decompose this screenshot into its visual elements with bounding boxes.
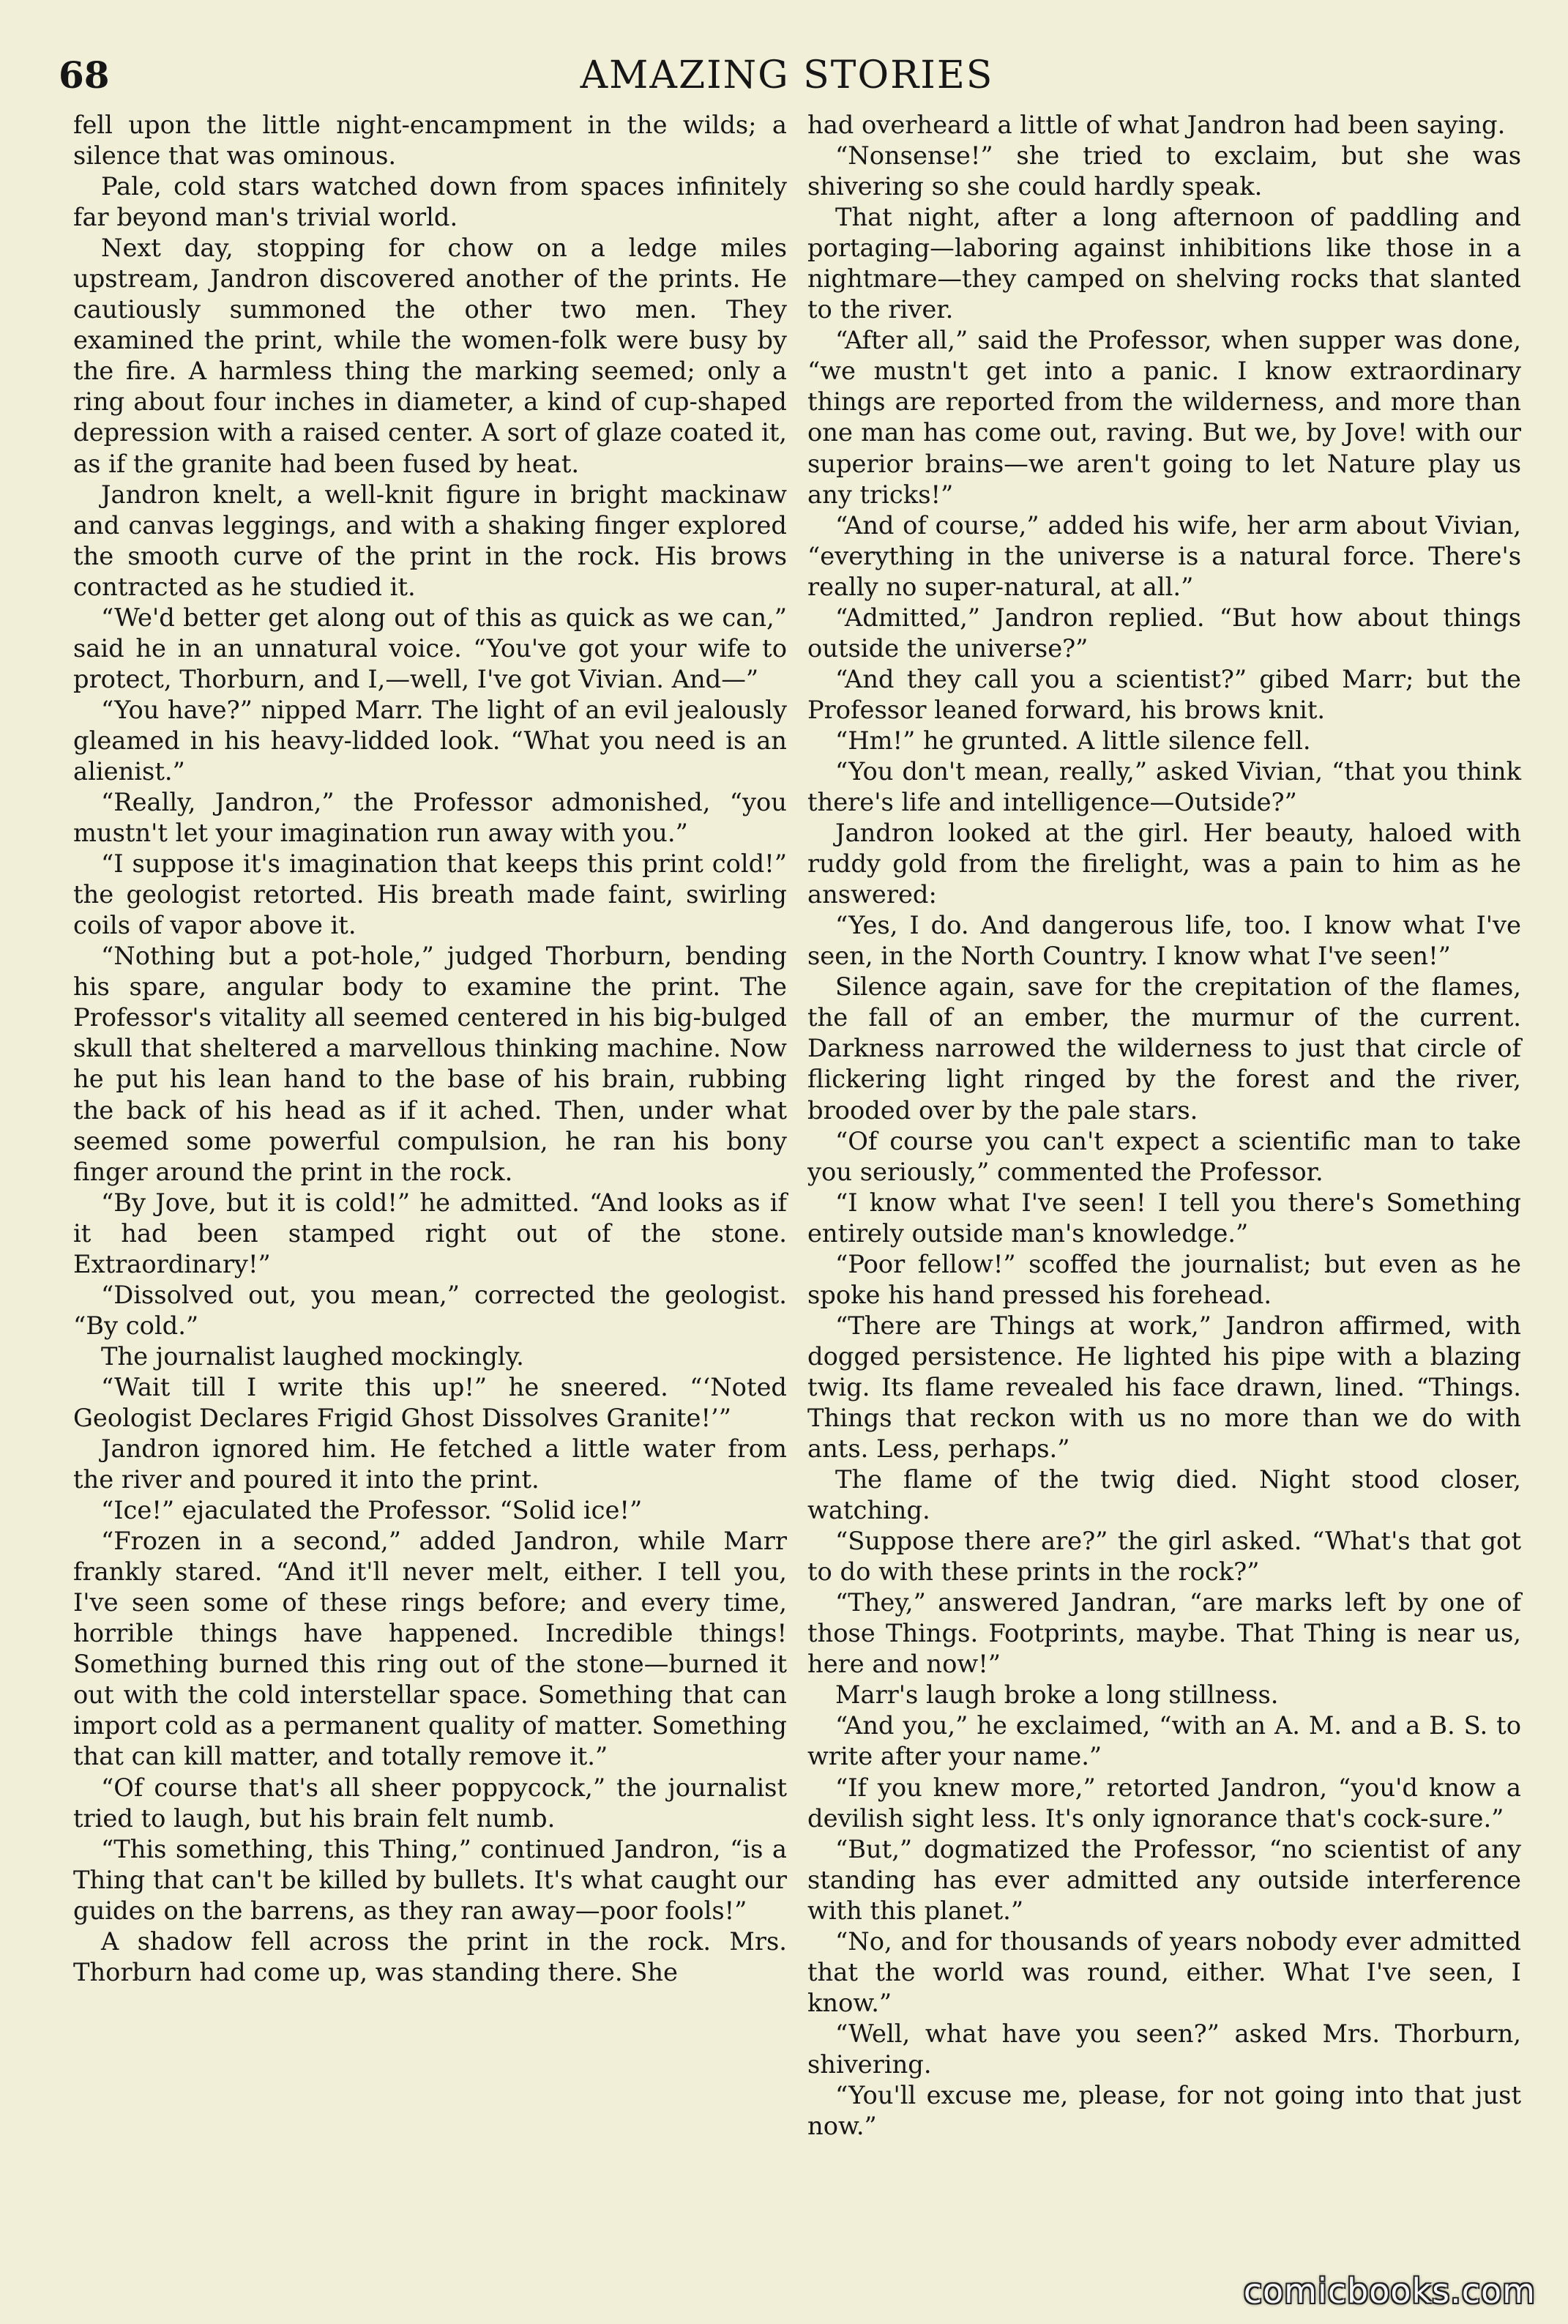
paragraph: “They,” answered Jandran, “are marks left by one of those Things. Footprints, maybe. That Thing is near us, here and now!” (807, 1588, 1521, 1679)
paragraph: “Hm!” he grunted. A little silence fell. (835, 726, 1311, 755)
paragraph: “Wait till I write this up!” he sneered. “‘Noted Geologist Declares Frigid Ghost Dissolves Granite!’” (73, 1372, 787, 1432)
paragraph: “Nothing but a pot-hole,” judged Thorburn, bending his spare, angular body to examine the print. The Professor's vitality all seemed centered in his big-bulged skull that sheltered a marvellous thinking machine. Now he put his lean hand to the base of his brain, rubbing the back of his head as if it ached. Then, under what seemed some powerful compulsion, he ran his bony finger around the print in the rock. (73, 942, 787, 1186)
paragraph: “If you knew more,” retorted Jandron, “you'd know a devilish sight less. It's only ignorance that's cock-sure.” (807, 1773, 1521, 1833)
paragraph: “I know what I've seen! I tell you there's Something entirely outside man's knowledge.” (807, 1188, 1521, 1248)
paragraph: “Well, what have you seen?” asked Mrs. Thorburn, shivering. (807, 2019, 1521, 2079)
paragraph: “And of course,” added his wife, her arm about Vivian, “everything in the universe is a natural force. There's really no super-natural, at all.” (807, 510, 1521, 601)
paragraph: had overheard a little of what Jandron had been saying. (807, 111, 1506, 139)
paragraph: “After all,” said the Professor, when supper was done, “we mustn't get into a panic. I know extraordinary things are reported from the wilderness, and more than one man has come out, raving. But we, by Jove! with our superior brains—we aren't going to let Nature play us any tricks!” (807, 326, 1521, 509)
watermark-text: comicbooks.com (1243, 2271, 1536, 2311)
right-column (807, 110, 1521, 2142)
paragraph: “We'd better get along out of this as quick as we can,” said he in an unnatural voice. “You've got your wife to protect, Thorburn, and I,—well, I've got Vivian. And—” (73, 603, 787, 693)
paragraph: Marr's laugh broke a long stillness. (835, 1680, 1279, 1710)
paragraph: “There are Things at work,” Jandron affirmed, with dogged persistence. He lighted his pipe with a blazing twig. Its flame revealed his face drawn, lined. “Things. Things that reckon with us no more than we do with ants. Less, perhaps.” (807, 1311, 1521, 1464)
paragraph: The journalist laughed mockingly. (101, 1341, 524, 1371)
paragraph: “Ice!” ejaculated the Professor. “Solid ice!” (101, 1496, 643, 1525)
paragraph: That night, after a long afternoon of paddling and portaging—laboring against inhibitions like those in a nightmare—they camped on shelving rocks that slanted to the river. (807, 203, 1521, 324)
paragraph: “No, and for thousands of years nobody ever admitted that the world was round, either. What I've seen, I know.” (807, 1926, 1521, 2017)
paragraph: “And you,” he exclaimed, “with an A. M. and a B. S. to write after your name.” (807, 1711, 1521, 1771)
paragraph: “This something, this Thing,” continued Jandron, “is a Thing that can't be killed by bullets. It's what caught our guides on the barrens, as they ran away—poor fools!” (73, 1834, 787, 1925)
left-column (73, 110, 787, 1988)
paragraph: Pale, cold stars watched down from spaces infinitely far beyond man's trivial world. (73, 172, 787, 232)
paragraph: “Suppose there are?” the girl asked. “What's that got to do with these prints in the rock?” (807, 1527, 1521, 1587)
paragraph: “Frozen in a second,” added Jandron, while Marr frankly stared. “And it'll never melt, either. I tell you, I've seen some of these rings before; and every time, horrible things have happened. Incredible things! Something burned this ring out of the stone—burned it out with the cold interstellar space. Something that can import cold as a permanent quality of matter. Something that can kill matter, and totally remove it.” (73, 1527, 787, 1771)
paragraph: Jandron knelt, a well-knit figure in bright mackinaw and canvas leggings, and with a shaking finger explored the smooth curve of the print in the rock. His brows contracted as he studied it. (73, 480, 787, 601)
paragraph: “By Jove, but it is cold!” he admitted. “And looks as if it had been stamped right out of the stone. Extraordinary!” (73, 1188, 787, 1278)
paragraph: Jandron ignored him. He fetched a little water from the river and poured it into the print. (73, 1434, 787, 1494)
paragraph: “You don't mean, really,” asked Vivian, “that you think there's life and intelligence—Outside?” (807, 756, 1521, 817)
paragraph: “Admitted,” Jandron replied. “But how about things outside the universe?” (807, 603, 1521, 663)
paragraph: The flame of the twig died. Night stood closer, watching. (807, 1465, 1521, 1525)
page-header (59, 50, 1515, 101)
magazine-title: AMAZING STORIES (580, 53, 994, 97)
paragraph: “You have?” nipped Marr. The light of an evil jealously gleamed in his heavy-lidded look. “What you need is an alienist.” (73, 695, 787, 786)
paragraph: Silence again, save for the crepitation of the flames, the fall of an ember, the murmur of the current. Darkness narrowed the wilderness to just that circle of flickering light ringed by the forest and the river, brooded over by the pale stars. (807, 972, 1521, 1125)
paragraph: “Of course you can't expect a scientific man to take you seriously,” commented the Professor. (807, 1126, 1521, 1186)
paragraph: “But,” dogmatized the Professor, “no scientist of any standing has ever admitted any outside interference with this planet.” (807, 1834, 1521, 1925)
paragraph: “Poor fellow!” scoffed the journalist; but even as he spoke his hand pressed his forehead. (807, 1249, 1521, 1309)
paragraph: A shadow fell across the print in the rock. Mrs. Thorburn had come up, was standing there. She (73, 1926, 787, 1986)
paragraph: “Really, Jandron,” the Professor admonished, “you mustn't let your imagination run away with you.” (73, 788, 787, 848)
paragraph: “Dissolved out, you mean,” corrected the geologist. “By cold.” (73, 1280, 787, 1340)
paragraph: fell upon the little night-encampment in the wilds; a silence that was ominous. (73, 111, 787, 171)
paragraph: Jandron looked at the girl. Her beauty, haloed with ruddy gold from the firelight, was a pain to him as he answered: (807, 819, 1521, 909)
page-number: 68 (59, 53, 110, 97)
paragraph: “I suppose it's imagination that keeps this print cold!” the geologist retorted. His breath made faint, swirling coils of vapor above it. (73, 849, 787, 940)
paragraph: Next day, stopping for chow on a ledge miles upstream, Jandron discovered another of the prints. He cautiously summoned the other two men. They examined the print, while the women-folk were busy by the fire. A harmless thing the marking seemed; only a ring about four inches in diameter, a kind of cup-shaped depression with a raised center. A sort of glaze coated it, as if the granite had been fused by heat. (73, 234, 787, 478)
paragraph: “You'll excuse me, please, for not going into that just now.” (807, 2081, 1521, 2141)
paragraph: “Yes, I do. And dangerous life, too. I know what I've seen, in the North Country. I know what I've seen!” (807, 911, 1521, 971)
paragraph: “Of course that's all sheer poppycock,” the journalist tried to laugh, but his brain felt numb. (73, 1773, 787, 1833)
paragraph: “And they call you a scientist?” gibed Marr; but the Professor leaned forward, his brows knit. (807, 664, 1521, 724)
paragraph: “Nonsense!” she tried to exclaim, but she was shivering so she could hardly speak. (807, 141, 1521, 201)
